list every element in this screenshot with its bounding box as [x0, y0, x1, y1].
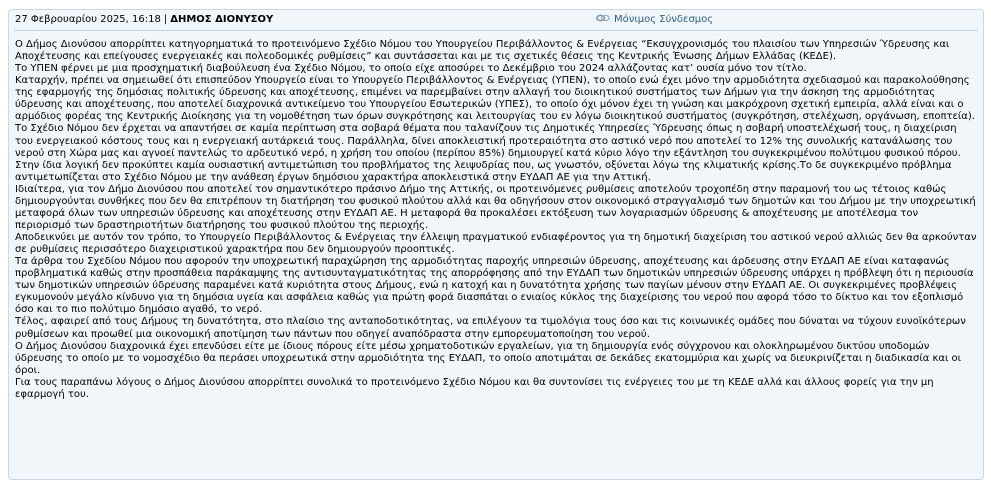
permalink-label: Μόνιμος Σύνδεσμος — [614, 14, 714, 25]
comment-date: 27 Φεβρουαρίου 2025, 16:18 — [15, 14, 161, 25]
comment-paragraph: Το Σχέδιο Νόμου δεν έρχεται να απαντήσει σε καμία περίπτωση στα σοβαρά θέματα που ταλανίζουν τις Δημοτικές Υπηρεσίες Ύδρευσης όπως η σοβαρή υποστελέχωσή τους, η διαχείριση του ενεργειακού κόστους τους και η ενεργειακή αυτάρκειά τους. Παράλληλα, δίνει αποκλειστική προτεραιότητα στο αστικό νερό που αποτελεί το 12% της συνολικής κατανάλωσης του νερού στη Χώρα μας και αγνοεί παντελώς το αρδευτικό νερό, η χρήση του οποίου (περίπου 85%) δημιουργεί κατά κύριο λόγο την εξάντληση του συγκεκριμένου πολύτιμου φυσικού πόρου. Στην ίδια λογική δεν προκύπτει καμία ουσιαστική αντιμετώπιση του προβλήματος της λειψυδρίας που, ως γνωστόν, οξύνεται λόγω της κλιματικής κρίσης.Το δε συγκεκριμένο πρόβλημα αντιμετωπίζεται στο Σχέδιο Νόμου με την ανάθεση έργων δημόσιου χαρακτήρα αποκλειστικά στην ΕΥΔΑΠ ΑΕ για την Αττική. — [15, 123, 961, 183]
comment-paragraph: Το ΥΠΕΝ φέρνει με μια προσχηματική διαβούλευση ένα Σχέδιο Νόμου, το οποίο είχε αποσύρει το Δεκέμβριο του 2024 αλλάζοντας κατ’ ουσία μόνο τον τίτλο. — [15, 63, 807, 75]
comment-paragraph: Αποδεικνύει με αυτόν τον τρόπο, το Υπουργείο Περιβάλλοντος & Ενέργειας την έλλειψη πραγματικού ενδιαφέροντος για τη δημοτική διαχείριση του αστικού νερού αλλιώς δεν θα αρκούνταν σε ρυθμίσεις περισσότερο διαχειριστικού χαρακτήρα που δεν δημιουργούν προοπτικές. — [15, 232, 977, 256]
comment-paragraph: Ο Δήμος Διονύσου διαχρονικά έχει επενδύσει είτε με ίδιους πόρους είτε μέσω χρηματοδοτικών εργαλείων, για τη δημιουργία ενός σύγχρονου και ολοκληρωμένου δικτύου υποδομών ύδρευσης το οποίο με το νομοσχέδιο θα περάσει υποχρεωτικά στην αρμοδιότητα της ΕΥΔΑΠ, το οποίο αποτιμάται σε δεκάδες εκατομμύρια και χωρίς να διευκρινίζεται η διαδικασία και οι όροι. — [15, 340, 962, 376]
header-separator: | — [163, 14, 168, 25]
permalink-link[interactable] — [596, 13, 713, 27]
header-divider — [14, 30, 978, 31]
comment-paragraph: Τέλος, αφαιρεί από τους Δήμους τη δυνατότητα, στο πλαίσιο της ανταποδοτικότητας, να επιλέγουν τα τιμολόγια τους όσο και τις κοινωνικές ομάδες που δύναται να τύχουν ευνοϊκότερων ρυθμίσεων και προωθεί μια οικονομική αποτίμηση των πάντων που οδηγεί αναπόδραστα στην εμπορευματοποίηση του νερού. — [15, 316, 966, 340]
comment-paragraph: Καταρχήν, πρέπει να σημειωθεί ότι επισπεύδον Υπουργείο είναι το Υπουργείο Περιβάλλοντος & Ενέργειας (ΥΠΕΝ), το οποίο ενώ έχει μόνο την αρμοδιότητα σχεδιασμού και παρακολούθησης της εφαρμογής της δημόσιας πολιτικής ύδρευσης και αποχέτευσης, επιμένει να παρεμβαίνει στην αλλαγή του διοικητικού συστήματος των Δήμων για την άσκηση της αρμοδιότητας ύδρευσης και αποχέτευσης, που αποτελεί διαχρονικά αντικείμενο του Υπουργείου Εσωτερικών (ΥΠΕΣ), το οποίο όχι μόνον έχει τη γνώση και μακρόχρονη σχετική εμπειρία, αλλά είναι και ο αρμόδιος φορέας της Κεντρικής Διοίκησης για τη νομοθέτηση των όρων συγκρότησης και λειτουργίας του εν λόγω διοικητικού συστήματος (συγκρότηση, στελέχωση, οργάνωση, εποπτεία). — [15, 75, 975, 123]
comment-paragraph: Για τους παραπάνω λόγους ο Δήμος Διονύσου απορρίπτει συνολικά το προτεινόμενο Σχέδιο Νόμου και θα συντονίσει τις ενέργειες του με τη ΚΕΔΕ αλλά και άλλους φορείς για την μη εφαρμογή του. — [15, 376, 934, 400]
comment-paragraph: Ο Δήμος Διονύσου απορρίπτει κατηγορηματικά το προτεινόμενο Σχέδιο Νόμου του Υπουργείου Περιβάλλοντος & Ενέργειας “Εκσυγχρονισμός του πλαισίου των Υπηρεσιών Ύδρευσης και Αποχέτευσης και επείγουσες ενεργειακές και πολεοδομικές ρυθμίσεις” και συντάσσεται και με τις σχετικές θέσεις της Κεντρικής Ένωσης Δήμων Ελλάδας (ΚΕΔΕ). — [15, 39, 950, 63]
comment-author: ΔΗΜΟΣ ΔΙΟΝΥΣΟΥ — [170, 14, 274, 25]
comment-body — [15, 39, 977, 401]
comment-card — [8, 9, 984, 480]
link-chain-icon — [596, 13, 610, 23]
comment-paragraph: Τα άρθρα του Σχεδίου Νόμου που αφορούν την υποχρεωτική παραχώρηση της αρμοδιότητας παροχής υπηρεσιών ύδρευσης, αποχέτευσης και άρδευσης στην ΕΥΔΑΠ ΑΕ είναι καταφανώς προβληματικά καθώς στην προσπάθεια παράκαμψης της αντισυνταγματικότητας της απορρόφησης από την ΕΥΔΑΠ των δημοτικών υπηρεσιών ύδρευσης υπάρχει η πρόβλεψη ότι η περιουσία των δημοτικών υπηρεσιών ύδρευσης παραμένει κατά κυριότητα στους Δήμους, ενώ η κατοχή και η δυνατότητα χρήσης των παγίων μένουν στην ΕΥΔΑΠ ΑΕ. Οι συγκεκριμένες προβλέψεις εγκυμονούν μεγάλο κίνδυνο για τη δημόσια υγεία και ασφάλεια καθώς για πρώτη φορά διασπάται ο ενιαίος κύκλος της διαχείρισης του νερού που αφορά τόσο το δίκτυο και τον εξοπλισμό όσο και το πιο πολύτιμο δημόσιο αγαθό, το νερό. — [15, 256, 974, 316]
comment-paragraph: Ιδιαίτερα, για τον Δήμο Διονύσου που αποτελεί τον σημαντικότερο πράσινο Δήμο της Αττικής, οι προτεινόμενες ρυθμίσεις αποτελούν τροχοπέδη στην παραμονή του ως τέτοιος καθώς δημιουργούνται συνθήκες που δεν θα επιτρέπουν τη διατήρηση του φυσικού πλούτου αλλά και θα οδηγήσουν στον οικονομικό στραγγαλισμό των δημοτών και του Δήμου με την υποχρεωτική μεταφορά όλων των υπηρεσιών ύδρευσης και αποχέτευσης στην ΕΥΔΑΠ ΑΕ. Η μεταφορά θα προκαλέσει εκτόξευση των λογαριασμών ύδρευσης & αποχέτευσης με αποτέλεσμα τον περιορισμό των δραστηριοτήτων διατήρησης του φυσικού πλούτου της περιοχής. — [15, 183, 976, 231]
